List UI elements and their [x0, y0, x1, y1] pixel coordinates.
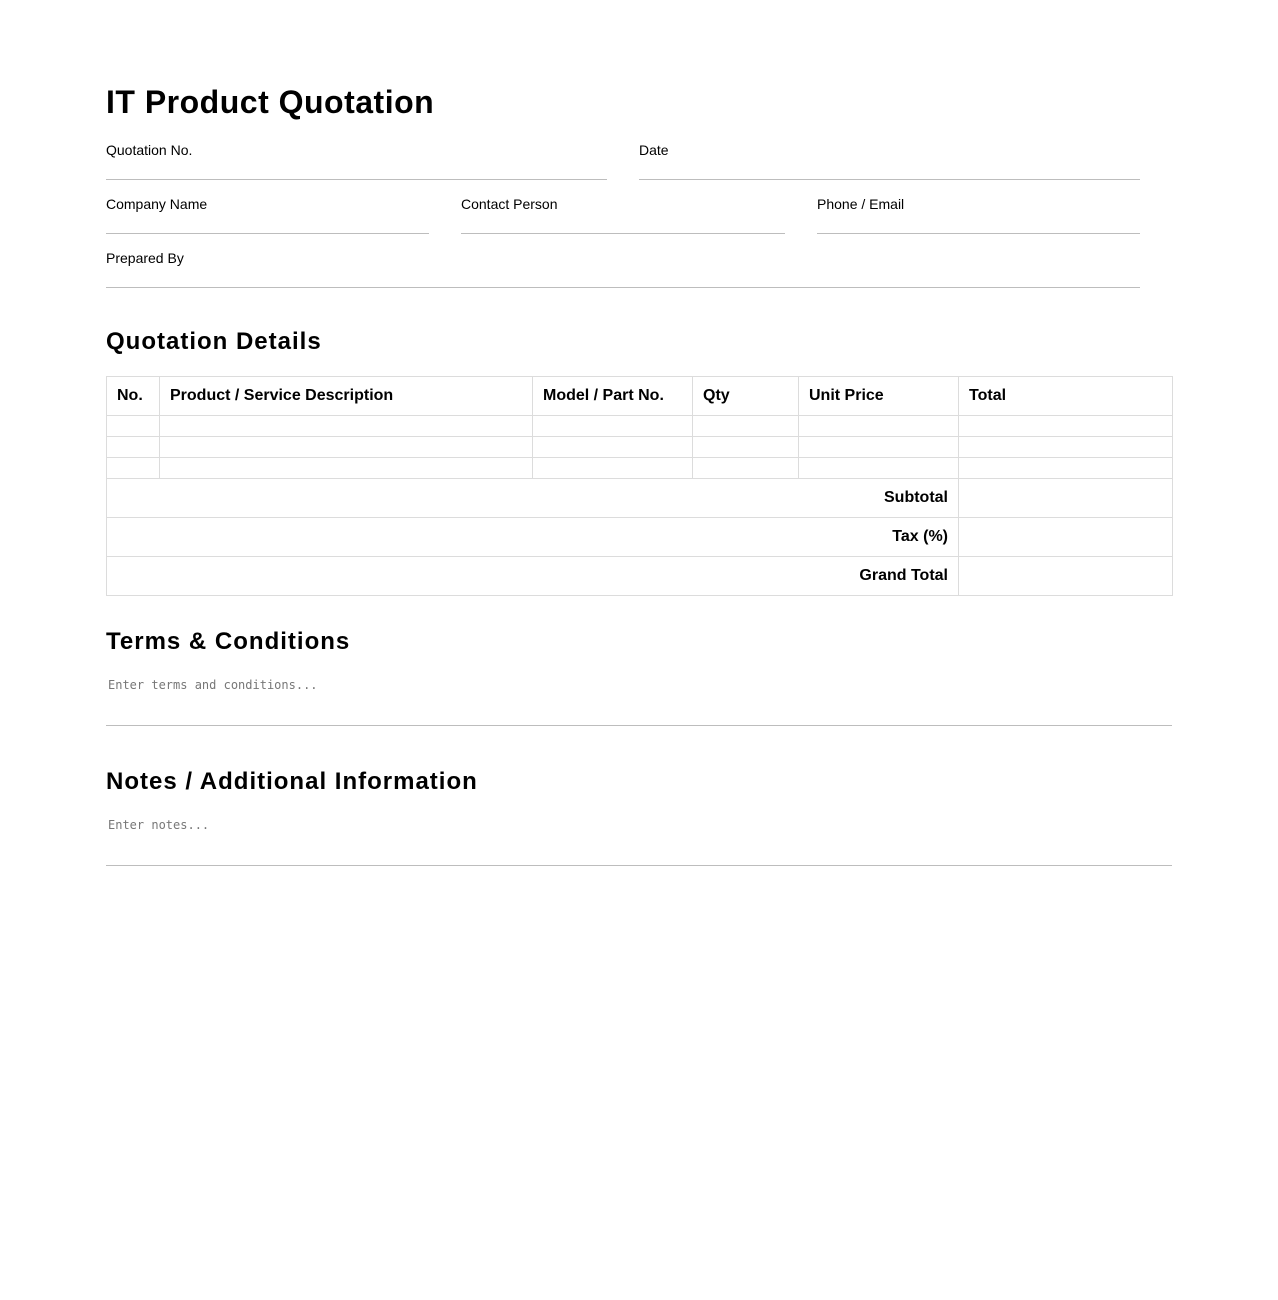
cell-model[interactable] — [533, 416, 693, 437]
contact-person-underline — [461, 233, 785, 234]
cell-unit-price[interactable] — [799, 416, 959, 437]
cell-description[interactable] — [160, 437, 533, 458]
page-title: IT Product Quotation — [106, 84, 435, 120]
contact-person-input[interactable] — [461, 212, 785, 232]
phone-email-input[interactable] — [817, 212, 1140, 232]
contact-person-label: Contact Person — [461, 196, 558, 212]
table-header-row — [107, 377, 1173, 416]
cell-total[interactable] — [959, 416, 1173, 437]
notes-textarea[interactable] — [106, 816, 1172, 866]
phone-email-field — [817, 196, 1140, 212]
tax-value[interactable] — [959, 518, 1173, 557]
quotation-details-heading: Quotation Details — [106, 328, 322, 355]
quotation-no-field — [106, 142, 607, 158]
cell-total[interactable] — [959, 437, 1173, 458]
date-label: Date — [639, 142, 669, 158]
col-header-no: No. — [107, 377, 160, 416]
phone-email-underline — [817, 233, 1140, 234]
contact-person-field — [461, 196, 785, 212]
company-name-input[interactable] — [106, 212, 429, 232]
notes-heading: Notes / Additional Information — [106, 768, 478, 795]
company-name-label: Company Name — [106, 196, 208, 212]
col-header-unit-price: Unit Price — [799, 377, 959, 416]
quotation-no-underline — [106, 179, 607, 180]
phone-email-label: Phone / Email — [817, 196, 905, 212]
terms-heading: Terms & Conditions — [106, 628, 351, 655]
col-header-total: Total — [959, 377, 1173, 416]
grand-total-value[interactable] — [959, 557, 1173, 596]
prepared-by-input[interactable] — [106, 266, 1140, 286]
quotation-no-input[interactable] — [106, 158, 607, 178]
cell-qty[interactable] — [693, 458, 799, 479]
cell-no[interactable] — [107, 458, 160, 479]
tax-label: Tax (%) — [107, 518, 959, 557]
cell-description[interactable] — [160, 458, 533, 479]
subtotal-value[interactable] — [959, 479, 1173, 518]
prepared-by-underline — [106, 287, 1140, 288]
cell-no[interactable] — [107, 416, 160, 437]
date-input[interactable] — [639, 158, 1140, 178]
table-row — [107, 458, 1173, 479]
col-header-model: Model / Part No. — [533, 377, 693, 416]
col-header-description: Product / Service Description — [160, 377, 533, 416]
date-underline — [639, 179, 1140, 180]
company-name-field — [106, 196, 429, 212]
cell-qty[interactable] — [693, 416, 799, 437]
prepared-by-label: Prepared By — [106, 250, 184, 266]
subtotal-label: Subtotal — [107, 479, 959, 518]
grand-total-row — [107, 557, 1173, 596]
col-header-qty: Qty — [693, 377, 799, 416]
cell-unit-price[interactable] — [799, 458, 959, 479]
subtotal-row — [107, 479, 1173, 518]
grand-total-label: Grand Total — [107, 557, 959, 596]
table-row — [107, 437, 1173, 458]
cell-total[interactable] — [959, 458, 1173, 479]
cell-description[interactable] — [160, 416, 533, 437]
prepared-by-field — [106, 250, 1140, 266]
quotation-table — [106, 376, 1173, 596]
cell-unit-price[interactable] — [799, 437, 959, 458]
tax-row — [107, 518, 1173, 557]
terms-textarea[interactable] — [106, 676, 1172, 726]
cell-model[interactable] — [533, 458, 693, 479]
cell-qty[interactable] — [693, 437, 799, 458]
date-field — [639, 142, 1140, 158]
quotation-no-label: Quotation No. — [106, 142, 193, 158]
cell-no[interactable] — [107, 437, 160, 458]
cell-model[interactable] — [533, 437, 693, 458]
table-row — [107, 416, 1173, 437]
company-name-underline — [106, 233, 429, 234]
